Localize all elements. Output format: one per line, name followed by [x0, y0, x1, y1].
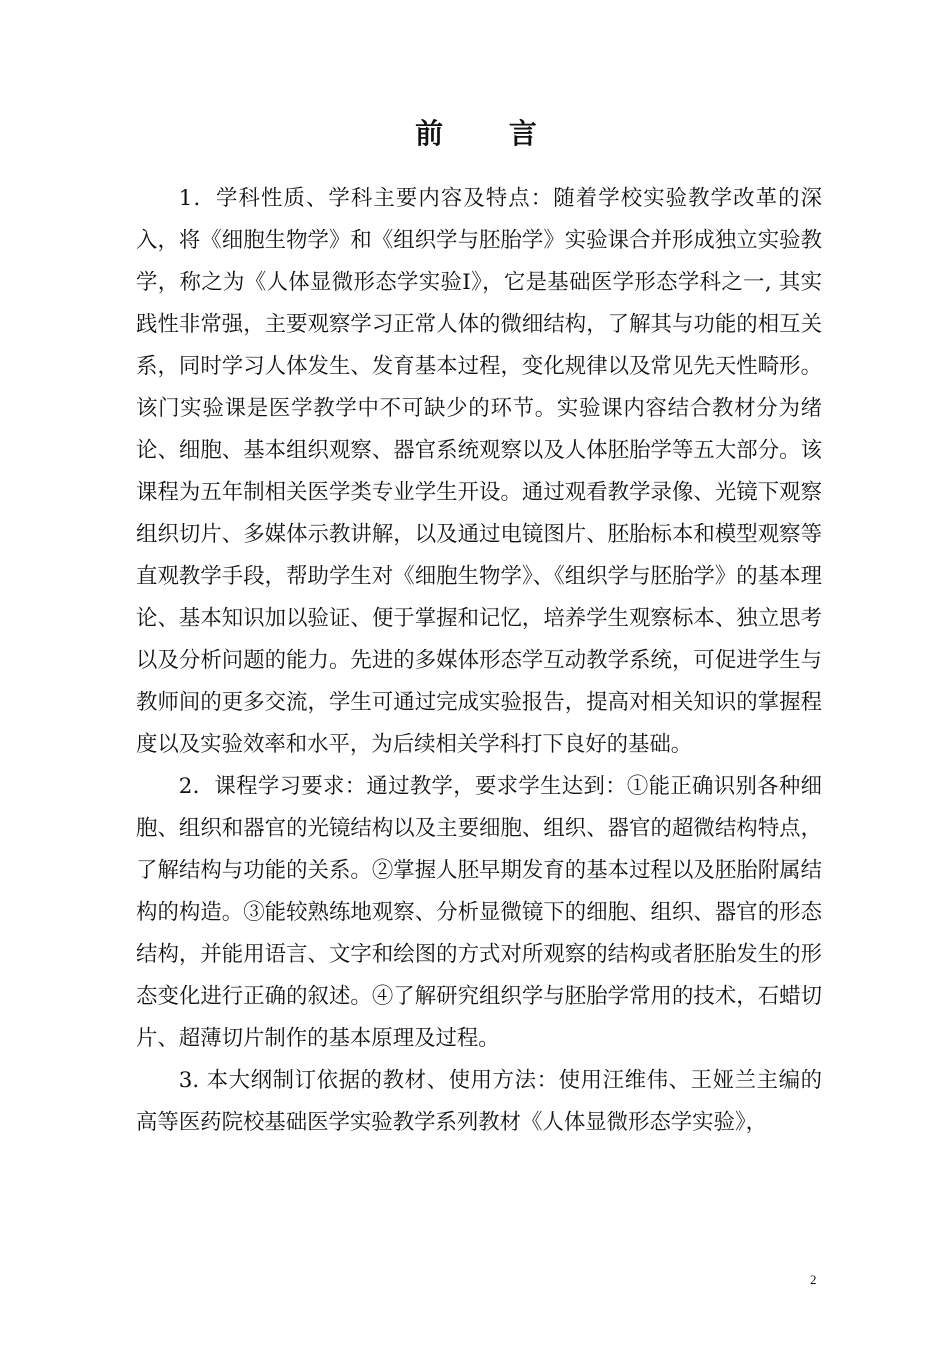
body-text [136, 178, 822, 1144]
paragraph-2: 2．课程学习要求：通过教学，要求学生达到：①能正确识别各种细胞、组织和器官的光镜结构以及主要细胞、组织、器官的超微结构特点，了解结构与功能的关系。②掌握人胚早期发育的基本过程以及胚胎附属结构的构造。③能较熟练地观察、分析显微镜下的细胞、组织、器官的形态结构，并能用语言、文字和绘图的方式对所观察的结构或者胚胎发生的形态变化进行正确的叙述。④了解研究组织学与胚胎学常用的技术，石蜡切片、超薄切片制作的基本原理及过程。 [136, 774, 822, 1051]
page-number: 2 [810, 1272, 817, 1287]
paragraph-1: 1．学科性质、学科主要内容及特点：随着学校实验教学改革的深入，将《细胞生物学》和《组织学与胚胎学》实验课合并形成独立实验教学，称之为《人体显微形态学实验Ⅰ》，它是基础医学形态学科之一, 其实践性非常强，主要观察学习正常人体的微细结构，了解其与功能的相互关系，同时学习人体发生、发育基本过程，变化规律以及常见先天性畸形。该门实验课是医学教学中不可缺少的环节。实验课内容结合教材分为绪论、细胞、基本组织观察、器官系统观察以及人体胚胎学等五大部分。该课程为五年制相关医学类专业学生开设。通过观看教学录像、光镜下观察组织切片、多媒体示教讲解，以及通过电镜图片、胚胎标本和模型观察等直观教学手段，帮助学生对《细胞生物学》、《组织学与胚胎学》的基本理论、基本知识加以验证、便于掌握和记忆，培养学生观察标本、独立思考以及分析问题的能力。先进的多媒体形态学互动教学系统，可促进学生与教师间的更多交流，学生可通过完成实验报告，提高对相关知识的掌握程度以及实验效率和水平，为后续相关学科打下良好的基础。 [136, 186, 822, 757]
paragraph-3: 3. 本大纲制订依据的教材、使用方法：使用汪维伟、王娅兰主编的高等医药院校基础医学实验教学系列教材《人体显微形态学实验》， [136, 1068, 822, 1135]
page-title: 前 言 [415, 117, 565, 150]
